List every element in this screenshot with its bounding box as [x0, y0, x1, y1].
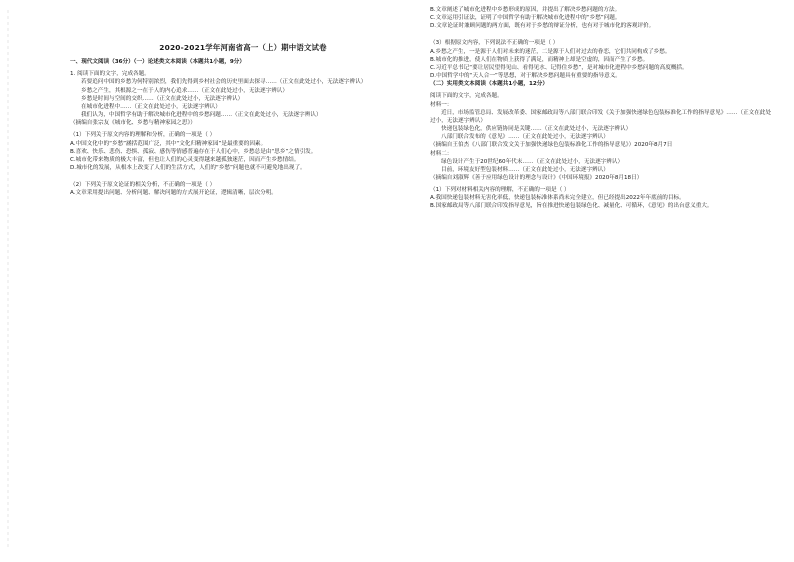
- question-line: A.乡愁之产生，一是源于人们对未来的迷茫，二是源于人们对过去的眷恋，它们共同构成了乡愁。: [430, 48, 671, 55]
- question-line: C.文章运用引证法，证明了中国哲学有助于解决城市化进程中的“乡愁”问题。: [430, 15, 621, 22]
- question-line: C.习近平总书记“要让居民望得见山、看得见水、记得住乡愁”，是对城市化进程中乡愁问题的高度概括。: [430, 64, 688, 71]
- question-line: A.我国快递包装材料无害化率低，快递包装标准体系尚未完全建立，但已经提出2022年年底前的目标。: [430, 195, 685, 202]
- paragraph: 若要追问中国的乡愁为何特别浓烈，我们先得到乡村社会的历史里面去探寻……（正文在此处过小，无法逐字辨认）: [81, 79, 367, 86]
- spacer: [70, 172, 416, 181]
- paragraph: 我们认为，中国哲学有助于解决城市化进程中的乡愁问题……（正文在此处过小，无法逐字辨认）: [81, 112, 322, 119]
- text-line: 材料二：: [430, 150, 453, 157]
- spacer: [430, 30, 773, 39]
- paragraph: 近日，市场监管总局、发展改革委、国家邮政局等八部门联合印发《关于加强快递绿色包装标准化工作的指导意见》……（正文在此处过小，无法逐字辨认）: [430, 109, 772, 124]
- question-line: B.城市化的推进，使人们在物质上获得了满足，而精神上却是空虚的，因而产生了乡愁。: [430, 56, 649, 63]
- text-line: 1. 阅读下面的文字，完成各题。: [70, 71, 150, 78]
- text-line: （摘编自刘淑辉《善于应用绿色设计的理念与设计》《中国环境报》2020年8月18日）: [430, 174, 643, 181]
- question-line: （1）下列关于原文内容的理解和分析，正确的一项是（ ）: [70, 132, 216, 139]
- left-column: [70, 6, 416, 198]
- paragraph: 绿色设计产生于20世纪60年代末……（正文在此处过小，无法逐字辨认）: [441, 158, 624, 165]
- question-line: B.喜欢、快乐、悲伤、恐惧、孤寂、感伤等情感普遍存在于人们心中，乡愁总是由“思乡”之情引发。: [70, 148, 317, 155]
- question-line: D.城市化的发展，从根本上改变了人们的生活方式，人们的“乡愁”问题也就不可避免地出现了。: [70, 165, 306, 172]
- text-line: （摘编自王伯杰《八部门联合发文关于加强快递绿色包装标准化工作的指导意见》）2020年8月7日: [430, 142, 673, 149]
- paragraph: 在城市化进程中……（正文在此处过小，无法逐字辨认）: [81, 103, 221, 110]
- question-line: D.中国哲学中的“天人合一”等思想，对于解决乡愁问题具有重要的指导意义。: [430, 73, 621, 80]
- paragraph: 快递包装绿色化，供应链协同是关键……（正文在此处过小，无法逐字辨认）: [441, 126, 632, 133]
- question-line: B.国家邮政局等八部门联合印发指导意见，旨在推进快递包装绿色化、减量化、可循环，《意见》的出台意义重大。: [430, 203, 713, 210]
- question-line: D.文章论证时兼顾问题的两方面，既有对于乡愁的辩证分析，也有对于城市化的客观评价。: [430, 23, 655, 30]
- question-line: C.城市化带来物质的极大丰富，但也让人们的心灵变得越来越孤独迷茫，因而产生乡愁情结。: [70, 156, 300, 163]
- text-line: （摘编自张宗友《城市化、乡愁与精神家园之思》）: [70, 120, 196, 127]
- right-text-flow: [430, 6, 773, 211]
- left-text-flow: [70, 58, 416, 197]
- question-line: A.文章采用提出问题、分析问题、解决问题的方式展开论证，逻辑清晰，层次分明。: [70, 190, 277, 197]
- paragraph: 乡愁是时间与空间的交织……（正文在此处过小，无法逐字辨认）: [81, 95, 244, 102]
- question-line: （1）下列对材料相关内容的理解，不正确的一项是（ ）: [430, 187, 570, 194]
- question-line: A.中国文化中的“乡愁”涵括范围广泛，其中“文化归精神家园”是最重要的因素。: [70, 140, 267, 147]
- section-heading: （二）实用类文本阅读（本题共1小题，12分）: [430, 81, 548, 88]
- text-line: 阅读下面的文字，完成各题。: [430, 93, 503, 100]
- right-column: [430, 6, 773, 211]
- question-line: （3）根据原文内容，下列说法不正确的一项是（ ）: [430, 40, 559, 47]
- paragraph: 乡愁之产生，其根源之一在于人的内心追求……（正文在此处过小，无法逐字辨认）: [81, 87, 288, 94]
- text-line: 材料一：: [430, 101, 453, 108]
- section-heading: 一、现代文阅读（36分）（一）论述类文本阅读（本题共1小题，9分）: [70, 59, 245, 66]
- question-line: B.文章阐述了城市化进程中乡愁形成的原因，并提出了解决乡愁问题的方法。: [430, 7, 621, 13]
- question-line: （2）下列关于原文论证的相关分析，不正确的一项是（ ）: [70, 182, 216, 189]
- paragraph: 目前，环境友好型包装材料……（正文在此处过小，无法逐字辨认）: [441, 166, 609, 173]
- binding-margin: [2, 10, 14, 550]
- paragraph: 八部门联合发布的《意见》……（正文在此处过小，无法逐字辨认）: [441, 134, 609, 141]
- exam-title: 2020-2021学年河南省高一（上）期中语文试卷: [159, 43, 327, 52]
